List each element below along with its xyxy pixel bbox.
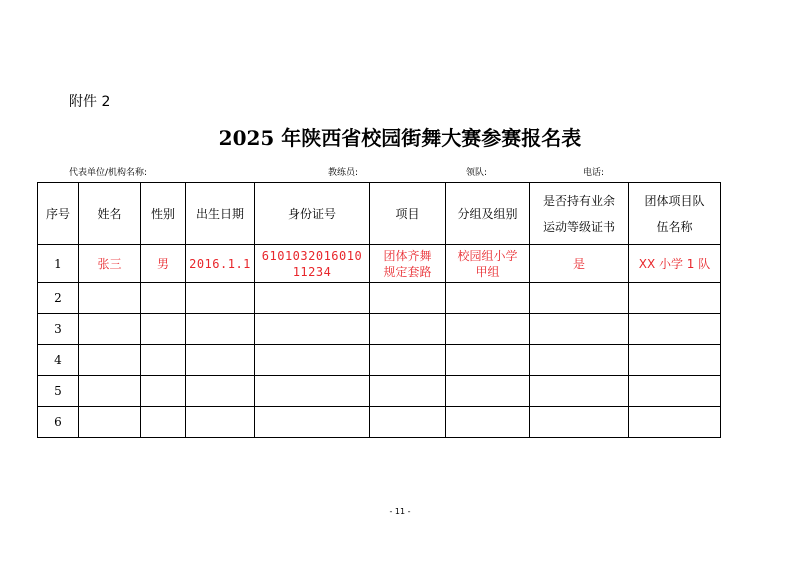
seq-cell: 2 [38, 283, 79, 314]
table-row [38, 345, 721, 376]
leader-field-label: 领队: [466, 168, 488, 178]
header-event: 项目 [370, 183, 446, 245]
seq-cell: 1 [38, 245, 79, 283]
id-number-cell [255, 345, 370, 376]
event-cell: 团体齐舞规定套路 [370, 245, 446, 283]
certificate-cell [530, 314, 629, 345]
header-team-name: 团体项目队伍名称 [629, 183, 721, 245]
certificate-cell: 是 [530, 245, 629, 283]
gender-cell [141, 376, 186, 407]
certificate-cell [530, 283, 629, 314]
header-id-number: 身份证号 [255, 183, 370, 245]
name-cell [79, 283, 141, 314]
coach-field-label: 教练员: [328, 168, 359, 178]
page-title: 2025 年陕西省校园街舞大赛参赛报名表 [218, 126, 582, 150]
event-cell [370, 345, 446, 376]
id-number-cell [255, 283, 370, 314]
group-cell: 校园组小学甲组 [446, 245, 530, 283]
team-name-cell [629, 283, 721, 314]
table-row [38, 407, 721, 438]
certificate-cell [530, 376, 629, 407]
id-number-cell [255, 376, 370, 407]
seq-cell: 4 [38, 345, 79, 376]
id-number-cell [255, 314, 370, 345]
header-seq: 序号 [38, 183, 79, 245]
name-cell [79, 314, 141, 345]
name-cell: 张三 [79, 245, 141, 283]
seq-cell: 6 [38, 407, 79, 438]
name-cell [79, 345, 141, 376]
table-row [38, 245, 721, 283]
seq-cell: 5 [38, 376, 79, 407]
certificate-cell [530, 407, 629, 438]
gender-cell [141, 345, 186, 376]
team-name-cell: XX 小学 1 队 [629, 245, 721, 283]
gender-cell: 男 [141, 245, 186, 283]
group-cell [446, 283, 530, 314]
event-cell [370, 407, 446, 438]
team-name-cell [629, 376, 721, 407]
table-row [38, 283, 721, 314]
group-cell [446, 376, 530, 407]
event-cell [370, 283, 446, 314]
attachment-label: 附件 2 [69, 94, 111, 110]
registration-table [37, 182, 721, 438]
birth-date-cell [186, 345, 255, 376]
header-row [38, 183, 721, 245]
team-name-cell [629, 345, 721, 376]
table-row [38, 314, 721, 345]
name-cell [79, 376, 141, 407]
team-name-cell [629, 407, 721, 438]
birth-date-cell [186, 407, 255, 438]
group-cell [446, 345, 530, 376]
birth-date-cell [186, 283, 255, 314]
gender-cell [141, 407, 186, 438]
id-number-cell: 610103201601011234 [255, 245, 370, 283]
birth-date-cell: 2016.1.1 [186, 245, 255, 283]
name-cell [79, 407, 141, 438]
header-name: 姓名 [79, 183, 141, 245]
birth-date-cell [186, 376, 255, 407]
birth-date-cell [186, 314, 255, 345]
header-birth-date: 出生日期 [186, 183, 255, 245]
unit-field-label: 代表单位/机构名称: [69, 168, 148, 178]
gender-cell [141, 314, 186, 345]
gender-cell [141, 283, 186, 314]
id-number-cell [255, 407, 370, 438]
header-group: 分组及组别 [446, 183, 530, 245]
group-cell [446, 314, 530, 345]
phone-field-label: 电话: [583, 168, 605, 178]
table-row [38, 376, 721, 407]
event-cell [370, 314, 446, 345]
team-name-cell [629, 314, 721, 345]
page-number: - 11 - [389, 507, 411, 516]
seq-cell: 3 [38, 314, 79, 345]
group-cell [446, 407, 530, 438]
certificate-cell [530, 345, 629, 376]
header-gender: 性别 [141, 183, 186, 245]
header-certificate: 是否持有业余运动等级证书 [530, 183, 629, 245]
event-cell [370, 376, 446, 407]
